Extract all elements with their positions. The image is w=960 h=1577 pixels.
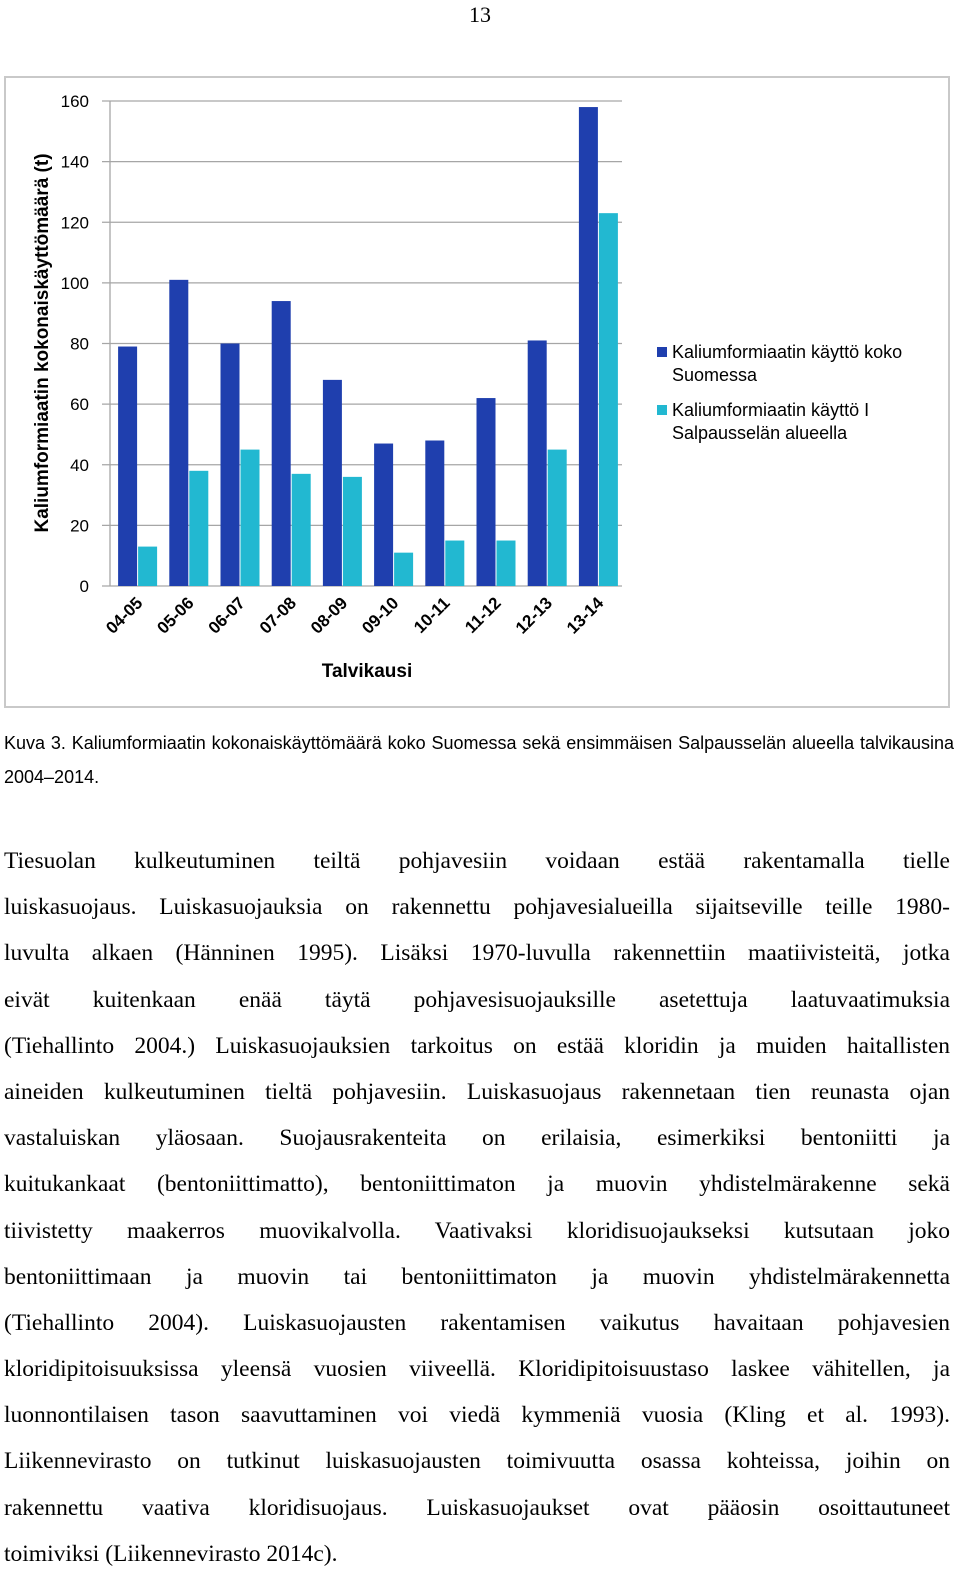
page-number: 13: [469, 2, 491, 27]
x-tick-label: 11-12: [461, 593, 505, 637]
body-line: (Tiehallinto 2004.) Luiskasuojauksien tarkoitus on estää kloridin ja muiden haitallisten: [4, 1032, 950, 1059]
bar-salpausselka: [445, 541, 464, 586]
bar-salpausselka: [241, 450, 260, 586]
body-line: luvulta alkaen (Hänninen 1995). Lisäksi 1970-luvulla rakennettiin maatiivisteitä, jotka: [4, 940, 950, 967]
body-line: kuitukankaat (bentoniittimatto), bentoniittimaton ja muovin yhdistelmärakenne sekä: [4, 1171, 950, 1198]
body-line: vastaluiskan yläosaan. Suojausrakenteita on erilaisia, esimerkiksi bentoniitti ja: [4, 1125, 950, 1152]
legend-label: Suomessa: [672, 365, 758, 385]
y-tick-label: 60: [70, 395, 89, 415]
bar-suomi: [528, 340, 547, 586]
body-line: kloridipitoisuuksissa yleensä vuosien viiveellä. Kloridipitoisuustaso laskee vähitellen, ja: [4, 1356, 950, 1383]
y-tick-label: 40: [70, 455, 89, 475]
body-line: tiivistetty maakerros muovikalvolla. Vaativaksi kloridisuojaukseksi kutsutaan joko: [4, 1217, 950, 1244]
bar-salpausselka: [394, 553, 413, 586]
bar-salpausselka: [292, 474, 311, 586]
x-tick-label: 10-11: [410, 593, 454, 637]
bar-suomi: [272, 301, 291, 586]
bar-suomi: [477, 398, 496, 586]
legend-label: Kaliumformiaatin käyttö I: [672, 400, 870, 420]
legend-label: Kaliumformiaatin käyttö koko: [672, 342, 903, 362]
bar-suomi: [374, 444, 393, 586]
x-tick-label: 07-08: [255, 593, 301, 638]
y-tick-label: 160: [60, 92, 89, 111]
y-tick-label: 80: [70, 334, 89, 354]
bar-salpausselka: [138, 547, 157, 586]
bar-suomi: [579, 107, 598, 586]
x-tick-label: 04-05: [102, 593, 147, 638]
body-line: luonnontilaisen tason saavuttaminen voi viedä kymmeniä vuosia (Kling et al. 1993).: [4, 1402, 950, 1429]
legend-label: Salpausselän alueella: [672, 423, 848, 443]
body-line: toimiviksi (Liikennevirasto 2014c).: [4, 1540, 338, 1567]
body-line: (Tiehallinto 2004). Luiskasuojausten rakentamisen vaikutus havaitaan pohjavesien: [4, 1309, 950, 1336]
bar-suomi: [323, 380, 342, 586]
y-axis-title: Kaliumformiaatin kokonaiskäyttömäärä (t): [32, 153, 53, 533]
figure-caption: Kuva 3. Kaliumformiaatin kokonaiskäyttömäärä koko Suomessa sekä ensimmäisen Salpausselän alueella talvikausina 2004–2014.: [4, 733, 954, 787]
bar-salpausselka: [497, 541, 516, 586]
body-line: luiskasuojaus. Luiskasuojauksia on rakennettu pohjavesialueilla sijaitseville teille 1980-: [4, 894, 950, 921]
bar-suomi: [169, 280, 188, 586]
bar-chart: [6, 78, 948, 706]
y-tick-label: 120: [60, 213, 89, 233]
x-tick-label: 08-09: [307, 593, 352, 638]
body-line: rakennettu vaativa kloridisuojaus. Luiskasuojaukset ovat pääosin osoittautuneet: [4, 1494, 950, 1521]
bar-salpausselka: [343, 477, 362, 586]
body-line: Tiesuolan kulkeutuminen teiltä pohjavesiin voidaan estää rakentamalla tielle: [4, 848, 950, 874]
body-line: bentoniittimaan ja muovin tai bentoniittimaton ja muovin yhdistelmärakennetta: [4, 1263, 950, 1290]
y-tick-label: 140: [60, 152, 89, 172]
x-tick-label: 06-07: [204, 593, 249, 638]
body-line: eivät kuitenkaan enää täytä pohjavesisuojauksille asetettuja laatuvaatimuksia: [4, 986, 950, 1013]
chart-frame: [4, 76, 950, 708]
body-line: aineiden kulkeutuminen tieltä pohjavesiin. Luiskasuojaus rakennetaan tien reunasta ojan: [4, 1078, 950, 1105]
x-tick-label: 12-13: [511, 593, 557, 638]
bar-suomi: [118, 347, 137, 586]
bar-suomi: [221, 344, 240, 587]
bar-suomi: [425, 441, 444, 587]
y-tick-label: 20: [70, 516, 89, 536]
body-paragraph: [4, 838, 950, 1577]
x-tick-label: 13-14: [563, 593, 608, 638]
legend-swatch: [657, 405, 667, 415]
bar-salpausselka: [548, 450, 567, 586]
bar-salpausselka: [189, 471, 208, 586]
body-line: Liikennevirasto on tutkinut luiskasuojausten toimivuutta osassa kohteissa, joihin on: [4, 1448, 950, 1475]
bar-salpausselka: [599, 213, 618, 586]
x-axis-title: Talvikausi: [321, 661, 413, 682]
x-tick-label: 09-10: [358, 593, 403, 638]
legend-swatch: [657, 347, 667, 357]
y-tick-label: 100: [60, 273, 89, 293]
y-tick-label: 0: [79, 577, 89, 596]
x-tick-label: 05-06: [153, 593, 198, 638]
